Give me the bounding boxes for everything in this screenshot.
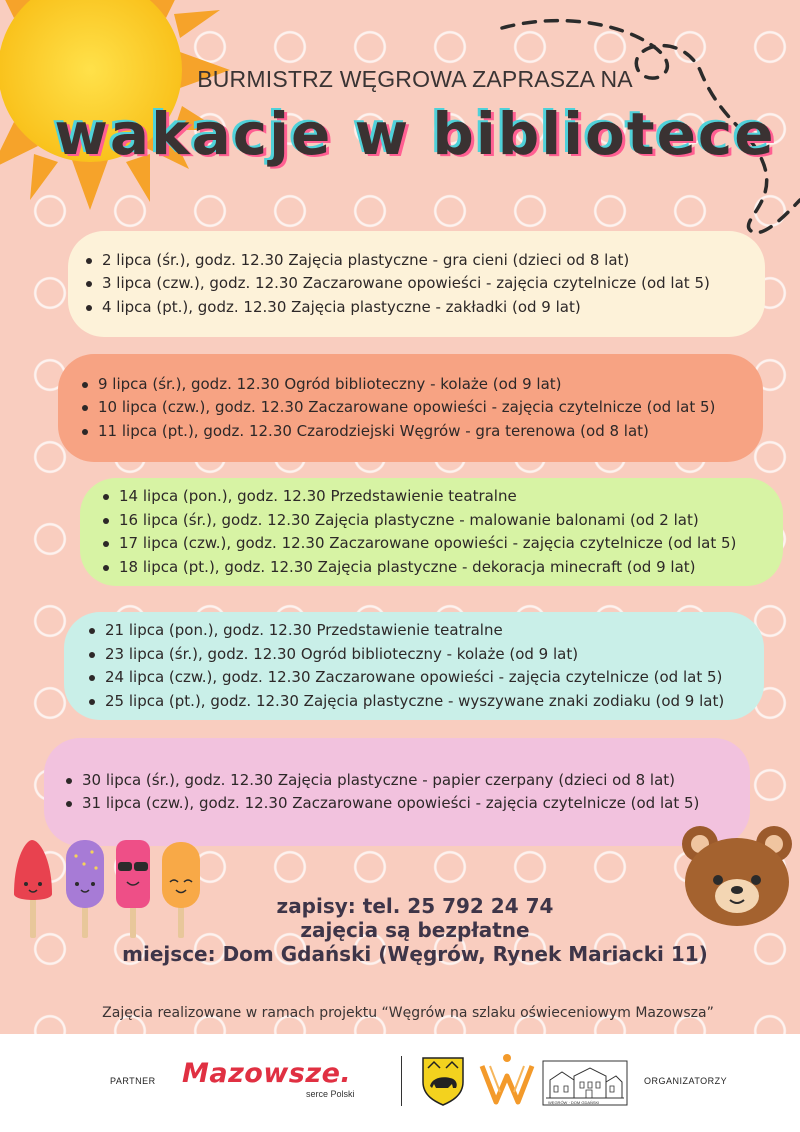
schedule-item: 23 lipca (śr.), godz. 12.30 Ogród biblioteczny - kolaże (od 9 lat) bbox=[87, 643, 748, 667]
schedule-item: 11 lipca (pt.), godz. 12.30 Czarodziejski Węgrów - gra terenowa (od 8 lat) bbox=[80, 420, 747, 444]
event-location: miejsce: Dom Gdański (Węgrów, Rynek Mariacki 11) bbox=[122, 942, 708, 966]
schedule-item: 18 lipca (pt.), godz. 12.30 Zajęcia plastyczne - dekoracja minecraft (od 9 lat) bbox=[101, 556, 767, 580]
schedule-box-3 bbox=[80, 478, 783, 586]
mazowsze-tagline: serce Polski bbox=[306, 1089, 355, 1099]
town-crest-icon bbox=[420, 1054, 466, 1106]
schedule-box-1 bbox=[68, 231, 765, 337]
free-classes-note: zajęcia są bezpłatne bbox=[300, 918, 530, 942]
organizers-label: ORGANIZATORZY bbox=[644, 1076, 728, 1086]
schedule-box-5 bbox=[44, 738, 750, 846]
page-title: wakacje w bibliotece bbox=[54, 100, 776, 168]
mazowsze-logo: Mazowsze. bbox=[182, 1058, 352, 1089]
footer-divider bbox=[401, 1056, 402, 1106]
schedule-item: 24 lipca (czw.), godz. 12.30 Zaczarowane opowieści - zajęcia czytelnicze (od lat 5) bbox=[87, 666, 748, 690]
schedule-item: 4 lipca (pt.), godz. 12.30 Zajęcia plastyczne - zakładki (od 9 lat) bbox=[84, 296, 749, 320]
partner-label: PARTNER bbox=[110, 1076, 156, 1086]
schedule-item: 21 lipca (pon.), godz. 12.30 Przedstawienie teatralne bbox=[87, 619, 748, 643]
schedule-item: 30 lipca (śr.), godz. 12.30 Zajęcia plastyczne - papier czerpany (dzieci od 8 lat) bbox=[64, 769, 734, 793]
w-logo-icon bbox=[478, 1052, 536, 1108]
house-caption: WĘGRÓW · DOM GDAŃSKI bbox=[548, 1100, 600, 1105]
schedule-item: 31 lipca (czw.), godz. 12.30 Zaczarowane opowieści - zajęcia czytelnicze (od lat 5) bbox=[64, 792, 734, 816]
schedule-item: 3 lipca (czw.), godz. 12.30 Zaczarowane opowieści - zajęcia czytelnicze (od lat 5) bbox=[84, 272, 749, 296]
schedule-item: 17 lipca (czw.), godz. 12.30 Zaczarowane opowieści - zajęcia czytelnicze (od lat 5) bbox=[101, 532, 767, 556]
schedule-item: 25 lipca (pt.), godz. 12.30 Zajęcia plastyczne - wyszywane znaki zodiaku (od 9 lat) bbox=[87, 690, 748, 714]
schedule-item: 16 lipca (śr.), godz. 12.30 Zajęcia plastyczne - malowanie balonami (od 2 lat) bbox=[101, 509, 767, 533]
schedule-item: 14 lipca (pon.), godz. 12.30 Przedstawienie teatralne bbox=[101, 485, 767, 509]
registration-phone: zapisy: tel. 25 792 24 74 bbox=[276, 894, 554, 918]
header-top-line: BURMISTRZ WĘGROWA ZAPRASZA NA bbox=[197, 66, 633, 92]
schedule-item: 10 lipca (czw.), godz. 12.30 Zaczarowane opowieści - zajęcia czytelnicze (od lat 5) bbox=[80, 396, 747, 420]
schedule-box-4 bbox=[64, 612, 764, 720]
schedule-item: 9 lipca (śr.), godz. 12.30 Ogród biblioteczny - kolaże (od 9 lat) bbox=[80, 373, 747, 397]
project-footnote: Zajęcia realizowane w ramach projektu “Węgrów na szlaku oświeceniowym Mazowsza” bbox=[102, 1005, 714, 1021]
schedule-item: 2 lipca (śr.), godz. 12.30 Zajęcia plastyczne - gra cieni (dzieci od 8 lat) bbox=[84, 249, 749, 273]
schedule-box-2 bbox=[58, 354, 763, 462]
